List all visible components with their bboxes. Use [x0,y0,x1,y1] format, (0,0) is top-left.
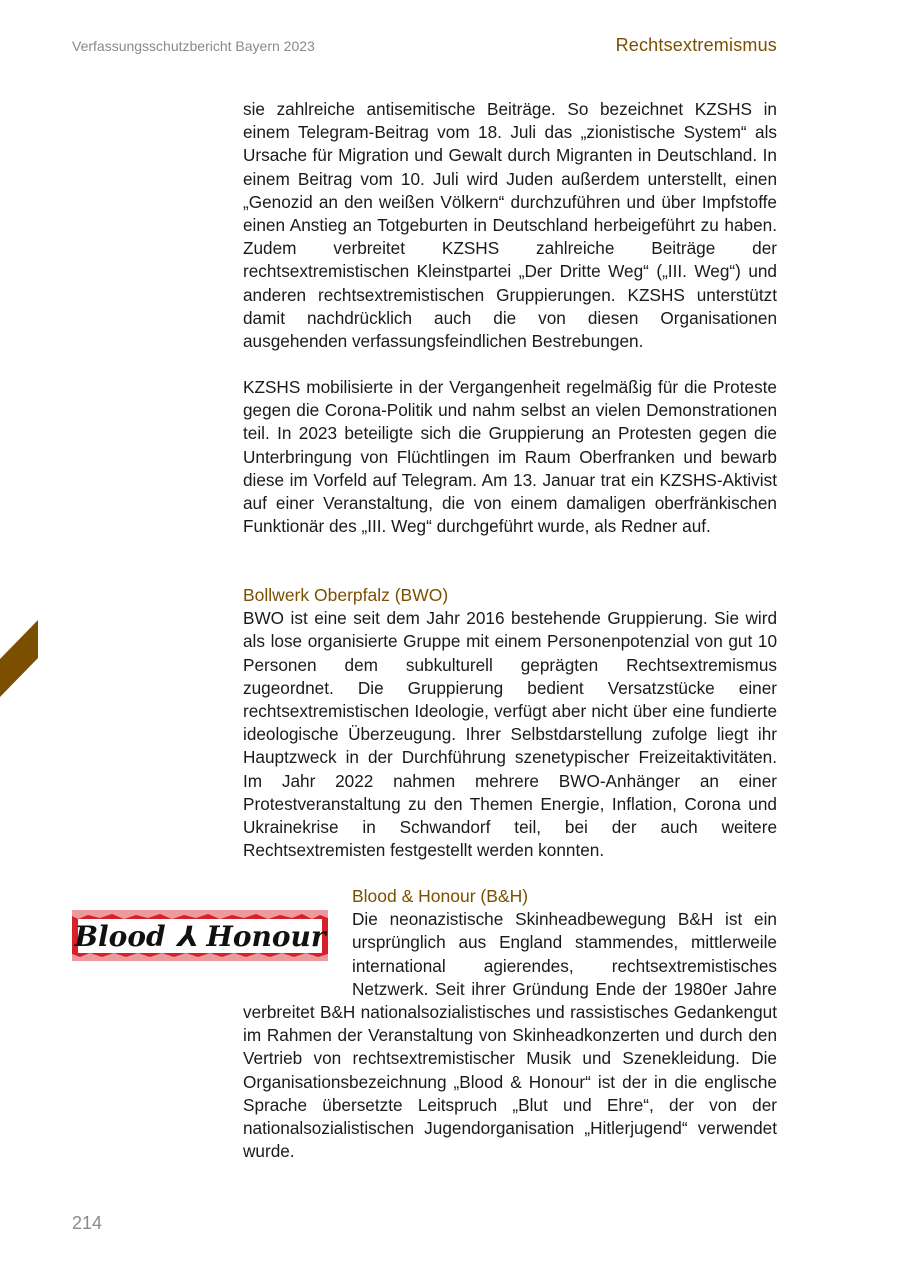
section-bwo [243,584,777,862]
paragraph-bwo: BWO ist eine seit dem Jahr 2016 bestehende Gruppierung. Sie wird als lose organisierte Gruppe mit einem Personenpotenzial von gut 10 Personen dem subkulturell geprägten Rechtsextremismus zugeordnet. Die Gruppierung bedient Versatzstücke einer rechtsextremistischen Ideologie, verfügt aber nicht über eine fundierte ideologische Überzeugung. Ihrer Selbstdarstellung zufolge liegt ihr Hauptzweck in der Durchführung szenetypischer Freizeitaktivitäten. Im Jahr 2022 nahmen mehrere BWO-Anhänger an einer Protestveranstaltung zu den Themen Energie, Inflation, Corona und Ukrainekrise in Schwandorf teil, bei der auch weitere Rechtsextremisten festgestellt werden konnten. [243,608,777,861]
logo-float-spacer [243,908,352,978]
chapter-tab-marker [0,620,38,697]
page-number: 214 [72,1213,103,1233]
section-heading-bwo: Bollwerk Oberpfalz (BWO) [243,585,449,605]
paragraph-kzshs-antisemitism: sie zahlreiche antisemitische Beiträge. So bezeichnet KZSHS in einem Telegram-Beitrag vom 18. Juli das „zionistische System“ als Ursache für Migration und Gewalt durch Migranten in Deutschland. In einem Beitrag vom 10. Juli wird Juden außerdem unterstellt, einen „Genozid an den weißen Völkern“ durchzuführen und über Impfstoffe einen Anstieg an Totgeburten in Deutschland herbeigeführt zu haben. Zudem verbreitet KZSHS zahlreiche Beiträge der rechtsextremistischen Kleinstpartei „Der Dritte Weg“ („III. Weg“) und anderen rechtsextremistischen Gruppierungen. KZSHS unterstützt damit nachdrücklich auch die von diesen Organisationen ausgehenden verfassungsfeindlichen Bestrebungen. [243,99,777,352]
publication-title: Verfassungsschutzbericht Bayern 2023 [72,38,315,54]
paragraph-kzshs-mobilisation: KZSHS mobilisierte in der Vergangenheit regelmäßig für die Proteste gegen die Corona-Politik und nahm selbst an vielen Demonstrationen teil. In 2023 beteiligte sich die Gruppierung an Protesten gegen die Unterbringung von Flüchtlingen im Raum Oberfranken und bewarb diese im Vorfeld auf Telegram. Am 13. Januar trat ein KZSHS-Aktivist auf einer Veranstaltung, die von einem damaligen oberfränkischen Funktionär des „III. Weg“ durchgeführt wurde, als Redner auf. [243,377,777,537]
section-blood-and-honour [243,885,777,1163]
chapter-title: Rechtsextremismus [615,35,777,55]
logo-lettering: Blood ⅄ Honour [74,920,326,953]
paragraph-bh: Die neonazistische Skinheadbewegung B&H ist ein ursprünglich aus England stammendes, mittlerweile international agierendes, rechtsextremistisches Netzwerk. Seit ihrer Gründung Ende der 1980er Jahre verbreitet B&H nationalsozialistisches und rassistisches Gedankengut im Rahmen der Veranstaltung von Skinheadkonzerten und durch den Vertrieb von rechtsextremistischer Musik und Szenekleidung. Die Organisationsbezeichnung „Blood & Honour“ ist der in die englische Sprache übersetzte Leitspruch „Blut und Ehre“, der von der nationalsozialistischen Jugendorganisation „Hitlerjugend“ verwendet wurde. [243,909,777,1162]
section-heading-bh: Blood & Honour (B&H) [352,886,529,906]
